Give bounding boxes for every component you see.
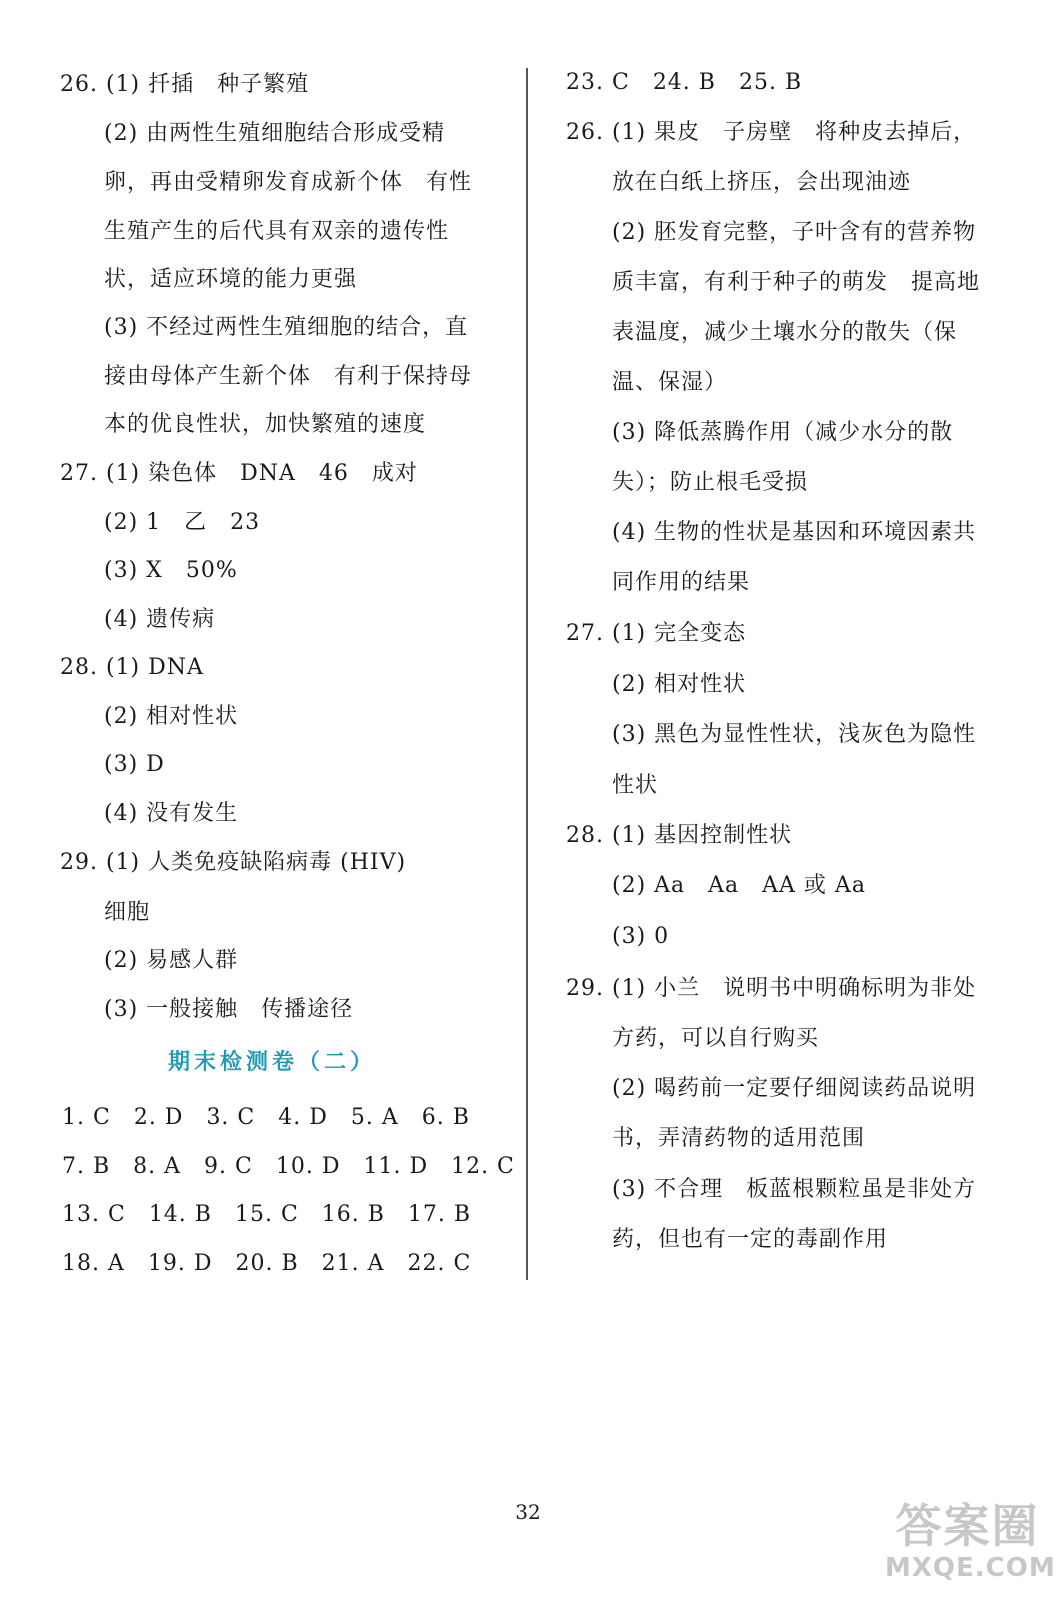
answer-line: 26. (1) 扦插 种子繁殖 <box>60 72 310 97</box>
answer-line: (3) 不合理 板蓝根颗粒虽是非处方 <box>612 1177 977 1202</box>
section-heading: 期末检测卷（二） <box>168 1050 377 1075</box>
answer-line: 23. C 24. B 25. B <box>566 70 803 95</box>
answer-line: 细胞 <box>104 900 151 925</box>
answer-line: (2) 相对性状 <box>104 704 239 729</box>
choice-answers-row: 18. A 19. D 20. B 21. A 22. C <box>62 1251 472 1276</box>
watermark <box>885 1499 1056 1592</box>
watermark-logo: 答案圈 <box>895 1499 1040 1553</box>
answer-line: (3) 黑色为显性性状，浅灰色为隐性 <box>612 722 977 747</box>
answer-line: 放在白纸上挤压，会出现油迹 <box>612 170 912 195</box>
choice-answers-row: 13. C 14. B 15. C 16. B 17. B <box>62 1202 472 1227</box>
answer-line: (4) 没有发生 <box>104 801 239 826</box>
answer-line: (2) 由两性生殖细胞结合形成受精 <box>104 121 446 146</box>
answer-line: (2) 相对性状 <box>612 672 747 697</box>
answer-line: 28. (1) 基因控制性状 <box>566 823 793 848</box>
answer-line: 方药，可以自行购买 <box>612 1026 820 1051</box>
answer-line: (2) Aa Aa AA 或 Aa <box>612 873 866 898</box>
column-divider <box>526 68 528 1280</box>
watermark-url: MXQE.COM <box>885 1553 1056 1583</box>
answer-line: 质丰富，有利于种子的萌发 提高地 <box>612 270 981 295</box>
answer-line: (3) D <box>104 752 165 777</box>
answer-line: 药，但也有一定的毒副作用 <box>612 1227 889 1252</box>
answer-line: 生殖产生的后代具有双亲的遗传性 <box>104 219 450 244</box>
answer-line: (3) 0 <box>612 924 670 949</box>
answer-line: (3) X 50% <box>104 558 238 583</box>
answer-line: 接由母体产生新个体 有利于保持母 <box>104 364 473 389</box>
answer-line: 28. (1) DNA <box>60 655 204 680</box>
answer-line: 书，弄清药物的适用范围 <box>612 1126 866 1151</box>
answer-line: (2) 1 乙 23 <box>104 510 261 535</box>
answer-line: (3) 不经过两性生殖细胞的结合，直 <box>104 315 469 340</box>
choice-answers-row: 1. C 2. D 3. C 4. D 5. A 6. B <box>62 1105 470 1130</box>
answer-line: 卵，再由受精卵发育成新个体 有性 <box>104 170 473 195</box>
answer-line: 本的优良性状，加快繁殖的速度 <box>104 412 427 437</box>
page-number: 32 <box>515 1500 541 1524</box>
answer-line: (4) 遗传病 <box>104 607 216 632</box>
answer-line: 26. (1) 果皮 子房壁 将种皮去掉后， <box>566 120 977 145</box>
answer-line: (2) 易感人群 <box>104 948 239 973</box>
answer-line: (4) 生物的性状是基因和环境因素共 <box>612 520 977 545</box>
answer-line: 29. (1) 小兰 说明书中明确标明为非处 <box>566 976 977 1001</box>
answer-line: 同作用的结果 <box>612 570 751 595</box>
answer-line: 失）；防止根毛受损 <box>612 470 809 495</box>
answer-line: 表温度，减少土壤水分的散失（保 <box>612 320 958 345</box>
answer-line: (2) 喝药前一定要仔细阅读药品说明 <box>612 1076 977 1101</box>
answer-line: 温、保湿） <box>612 370 728 395</box>
choice-answers-row: 7. B 8. A 9. C 10. D 11. D 12. C <box>62 1154 515 1179</box>
answer-line: 性状 <box>612 773 659 798</box>
answer-line: 27. (1) 完全变态 <box>566 621 747 646</box>
answer-line: (3) 一般接触 传播途径 <box>104 997 354 1022</box>
answer-line: (2) 胚发育完整，子叶含有的营养物 <box>612 220 977 245</box>
answer-line: (3) 降低蒸腾作用（减少水分的散 <box>612 420 954 445</box>
answer-line: 29. (1) 人类免疫缺陷病毒 (HIV) <box>60 850 407 875</box>
answer-line: 状，适应环境的能力更强 <box>104 267 358 292</box>
answer-line: 27. (1) 染色体 DNA 46 成对 <box>60 461 418 486</box>
